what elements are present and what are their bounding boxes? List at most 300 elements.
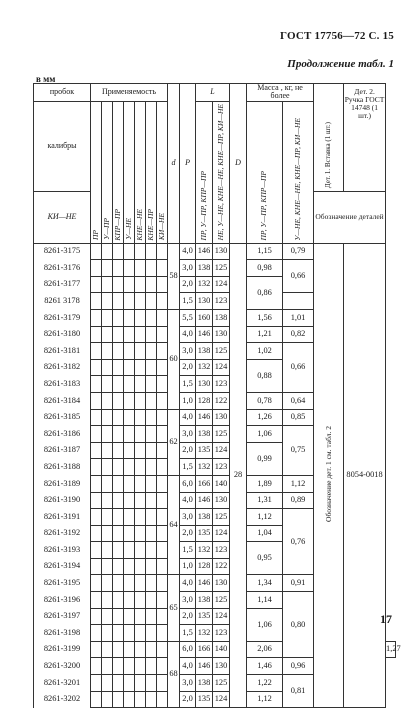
applicability-mark	[135, 675, 146, 692]
applicability-mark	[157, 343, 168, 360]
mass1-value: 1,15	[247, 243, 283, 260]
col-designation: Обозначение деталей	[314, 191, 386, 243]
L2-value: 130	[213, 658, 230, 675]
applicability-mark	[113, 592, 124, 609]
applicability-mark	[113, 475, 124, 492]
applicability-mark	[157, 276, 168, 293]
applicability-mark	[124, 359, 135, 376]
applicability-mark	[91, 475, 102, 492]
applicability-mark	[91, 592, 102, 609]
applicability-mark	[124, 260, 135, 277]
applicability-mark	[113, 276, 124, 293]
applicability-mark	[157, 243, 168, 260]
col-det2: Дет. 2. Ручка ГОСТ 14748 (1 шт.)	[344, 84, 386, 192]
applicability-mark	[124, 575, 135, 592]
L2-value: 124	[213, 359, 230, 376]
det2-designation: 8054-0018	[344, 243, 386, 708]
L2-value: 130	[213, 243, 230, 260]
applicability-mark	[113, 293, 124, 310]
calibre-code: 8261-3187	[34, 442, 91, 459]
D-value: 28	[230, 243, 247, 708]
L1-value: 138	[196, 260, 213, 277]
applicability-mark	[91, 376, 102, 393]
mass2-value: 0,64	[283, 392, 314, 409]
applicability-mark	[91, 359, 102, 376]
applicability-mark	[91, 409, 102, 426]
P-value: 4,0	[180, 575, 196, 592]
applicability-mark	[146, 243, 157, 260]
mass1-value: 0,95	[247, 542, 283, 575]
L2-value: 124	[213, 276, 230, 293]
applicability-mark	[102, 459, 113, 476]
applicability-mark	[157, 426, 168, 443]
calibre-code: 8261-3193	[34, 542, 91, 559]
applicability-mark	[91, 309, 102, 326]
applicability-mark	[113, 525, 124, 542]
P-value: 2,0	[180, 525, 196, 542]
mass1-value: 1,21	[247, 326, 283, 343]
P-value: 4,0	[180, 658, 196, 675]
calibre-code: 8261-3175	[34, 243, 91, 260]
mass2-value: 0,81	[283, 675, 314, 708]
P-value: 1,5	[180, 459, 196, 476]
applicability-mark	[135, 641, 146, 658]
applicability-mark	[113, 509, 124, 526]
applicability-mark	[157, 542, 168, 559]
calibre-code: 8261-3186	[34, 426, 91, 443]
mass1-value: 0,88	[247, 359, 283, 392]
L1-value: 130	[196, 376, 213, 393]
applicability-mark	[91, 509, 102, 526]
P-value: 4,0	[180, 409, 196, 426]
col-app-kne-ne: КНЕ—НЕ	[135, 101, 146, 243]
P-value: 1,0	[180, 558, 196, 575]
mass1-value: 1,46	[247, 658, 283, 675]
L2-value: 130	[213, 326, 230, 343]
mass2-value: 1,12	[283, 475, 314, 492]
mass2-value: 1,27	[386, 641, 396, 658]
applicability-mark	[102, 675, 113, 692]
L2-value: 125	[213, 343, 230, 360]
calibre-code: 8261-3183	[34, 376, 91, 393]
L1-value: 132	[196, 459, 213, 476]
col-L: L	[196, 84, 230, 102]
applicability-mark	[146, 691, 157, 708]
applicability-mark	[91, 243, 102, 260]
applicability-mark	[124, 459, 135, 476]
L1-value: 146	[196, 575, 213, 592]
applicability-mark	[157, 442, 168, 459]
mass1-value: 1,02	[247, 343, 283, 360]
col-det1: Дет. 1. Вставка (1 шт.)	[314, 84, 344, 192]
L2-value: 130	[213, 492, 230, 509]
calibre-code: 8261-3176	[34, 260, 91, 277]
mass2-value: 1,01	[283, 309, 314, 326]
applicability-mark	[157, 592, 168, 609]
P-value: 1,0	[180, 392, 196, 409]
L1-value: 132	[196, 625, 213, 642]
col-app-u-pr: У—ПР	[102, 101, 113, 243]
L2-value: 124	[213, 442, 230, 459]
applicability-mark	[124, 509, 135, 526]
calibre-code: 8261-3179	[34, 309, 91, 326]
col-kalibry: калибры	[34, 101, 91, 191]
applicability-mark	[146, 309, 157, 326]
L1-value: 138	[196, 343, 213, 360]
col-L-sub1: ПР, У—ПР, КПР—ПР	[196, 101, 213, 243]
applicability-mark	[102, 243, 113, 260]
applicability-mark	[113, 658, 124, 675]
applicability-mark	[91, 392, 102, 409]
P-value: 1,5	[180, 542, 196, 559]
col-mass-sub1: ПР, У—ПР, КПР—ПР	[247, 101, 283, 243]
L2-value: 123	[213, 459, 230, 476]
applicability-mark	[157, 392, 168, 409]
det1-designation	[314, 243, 344, 708]
applicability-mark	[146, 542, 157, 559]
L1-value: 132	[196, 542, 213, 559]
applicability-mark	[146, 658, 157, 675]
applicability-mark	[157, 376, 168, 393]
L1-value: 135	[196, 608, 213, 625]
d-value: 64	[168, 475, 180, 575]
applicability-mark	[124, 592, 135, 609]
P-value: 3,0	[180, 426, 196, 443]
applicability-mark	[157, 509, 168, 526]
mass2-value: 0,76	[283, 509, 314, 575]
calibre-code: 8261-3191	[34, 509, 91, 526]
applicability-mark	[102, 409, 113, 426]
calibre-code: 8261-3192	[34, 525, 91, 542]
applicability-mark	[146, 459, 157, 476]
applicability-mark	[91, 326, 102, 343]
calibre-code: 8261-3198	[34, 625, 91, 642]
col-ki-ne: КИ—НЕ	[34, 191, 91, 243]
applicability-mark	[102, 608, 113, 625]
mass1-value: 0,86	[247, 276, 283, 309]
applicability-mark	[113, 243, 124, 260]
applicability-mark	[102, 691, 113, 708]
L1-value: 146	[196, 492, 213, 509]
applicability-mark	[157, 309, 168, 326]
applicability-mark	[135, 293, 146, 310]
col-mass-sub2: У—НЕ, КНЕ—НЕ, КНЕ—ПР, КИ—НЕ	[283, 101, 314, 243]
calibre-table	[33, 83, 401, 708]
applicability-mark	[146, 608, 157, 625]
P-value: 6,0	[180, 475, 196, 492]
applicability-mark	[146, 343, 157, 360]
P-value: 1,5	[180, 625, 196, 642]
applicability-mark	[91, 459, 102, 476]
applicability-mark	[113, 675, 124, 692]
d-value: 62	[168, 409, 180, 475]
calibre-code: 8261-3202	[34, 691, 91, 708]
L2-value: 125	[213, 509, 230, 526]
L1-value: 138	[196, 592, 213, 609]
P-value: 1,5	[180, 376, 196, 393]
L1-value: 138	[196, 509, 213, 526]
applicability-mark	[113, 392, 124, 409]
L2-value: 125	[213, 592, 230, 609]
L1-value: 166	[196, 475, 213, 492]
applicability-mark	[135, 608, 146, 625]
applicability-mark	[124, 475, 135, 492]
applicability-mark	[146, 558, 157, 575]
applicability-mark	[146, 509, 157, 526]
applicability-mark	[146, 359, 157, 376]
P-value: 6,0	[180, 641, 196, 658]
applicability-mark	[102, 575, 113, 592]
P-value: 2,0	[180, 359, 196, 376]
applicability-mark	[135, 492, 146, 509]
applicability-mark	[102, 592, 113, 609]
P-value: 2,0	[180, 608, 196, 625]
applicability-mark	[135, 592, 146, 609]
applicability-mark	[146, 392, 157, 409]
applicability-mark	[146, 592, 157, 609]
col-P: P	[180, 84, 196, 244]
applicability-mark	[91, 675, 102, 692]
applicability-mark	[124, 542, 135, 559]
L2-value: 123	[213, 542, 230, 559]
calibre-code: 8261-3200	[34, 658, 91, 675]
applicability-mark	[146, 641, 157, 658]
document-header: ГОСТ 17756—72 С. 15	[280, 30, 394, 42]
applicability-mark	[91, 625, 102, 642]
col-app-pr: ПР	[91, 101, 102, 243]
applicability-mark	[157, 575, 168, 592]
col-mass: Масса , кг, не более	[247, 84, 314, 102]
units-label: в мм	[36, 74, 56, 84]
L1-value: 138	[196, 426, 213, 443]
L2-value: 140	[213, 641, 230, 658]
col-app-kpr-pr: КПР—ПР	[113, 101, 124, 243]
mass2-value: 0,66	[283, 343, 314, 393]
mass1-value: 1,31	[247, 492, 283, 509]
applicability-mark	[102, 309, 113, 326]
L2-value: 123	[213, 376, 230, 393]
col-probok: пробок	[34, 84, 91, 102]
applicability-mark	[135, 392, 146, 409]
applicability-mark	[135, 409, 146, 426]
table-continuation-label: Продолжение табл. 1	[287, 58, 394, 70]
L1-value: 128	[196, 392, 213, 409]
mass1-value: 1,26	[247, 409, 283, 426]
applicability-mark	[113, 691, 124, 708]
L1-value: 160	[196, 309, 213, 326]
applicability-mark	[135, 426, 146, 443]
P-value: 2,0	[180, 442, 196, 459]
applicability-mark	[157, 641, 168, 658]
L2-value: 122	[213, 558, 230, 575]
applicability-mark	[102, 359, 113, 376]
applicability-mark	[146, 442, 157, 459]
mass1-value: 1,56	[247, 309, 283, 326]
d-value: 68	[168, 641, 180, 707]
applicability-mark	[135, 575, 146, 592]
P-value: 4,0	[180, 492, 196, 509]
applicability-mark	[135, 359, 146, 376]
col-D: D	[230, 84, 247, 244]
calibre-code: 8261-3177	[34, 276, 91, 293]
calibre-code: 8261-3196	[34, 592, 91, 609]
col-applicability: Применяемость	[91, 84, 168, 102]
applicability-mark	[157, 608, 168, 625]
applicability-mark	[135, 525, 146, 542]
applicability-mark	[91, 343, 102, 360]
applicability-mark	[157, 409, 168, 426]
applicability-mark	[102, 276, 113, 293]
applicability-mark	[91, 575, 102, 592]
L1-value: 135	[196, 691, 213, 708]
mass2-value: 0,80	[283, 592, 314, 658]
applicability-mark	[102, 558, 113, 575]
d-value: 58	[168, 243, 180, 309]
applicability-mark	[91, 260, 102, 277]
mass1-value: 1,04	[247, 525, 283, 542]
mass1-value: 1,14	[247, 592, 283, 609]
applicability-mark	[157, 475, 168, 492]
P-value: 3,0	[180, 260, 196, 277]
P-value: 3,0	[180, 509, 196, 526]
applicability-mark	[102, 260, 113, 277]
applicability-mark	[157, 359, 168, 376]
applicability-mark	[102, 625, 113, 642]
calibre-code: 8261-3189	[34, 475, 91, 492]
calibre-code: 8261-3182	[34, 359, 91, 376]
applicability-mark	[113, 260, 124, 277]
applicability-mark	[113, 608, 124, 625]
calibre-code: 8261 3178	[34, 293, 91, 310]
applicability-mark	[157, 260, 168, 277]
mass2-value: 0,89	[283, 492, 314, 509]
L1-value: 135	[196, 525, 213, 542]
applicability-mark	[135, 691, 146, 708]
applicability-mark	[146, 260, 157, 277]
applicability-mark	[102, 509, 113, 526]
applicability-mark	[91, 658, 102, 675]
applicability-mark	[113, 309, 124, 326]
applicability-mark	[146, 625, 157, 642]
mass1-value: 1,06	[247, 608, 283, 641]
applicability-mark	[102, 525, 113, 542]
applicability-mark	[124, 392, 135, 409]
applicability-mark	[113, 492, 124, 509]
applicability-mark	[157, 558, 168, 575]
calibre-code: 8261-3195	[34, 575, 91, 592]
page-number: 17	[380, 612, 392, 626]
mass1-value: 0,78	[247, 392, 283, 409]
applicability-mark	[91, 525, 102, 542]
applicability-mark	[102, 293, 113, 310]
applicability-mark	[102, 475, 113, 492]
applicability-mark	[91, 558, 102, 575]
applicability-mark	[113, 409, 124, 426]
applicability-mark	[124, 309, 135, 326]
applicability-mark	[113, 575, 124, 592]
col-app-ki-ne: КИ—НЕ	[157, 101, 168, 243]
applicability-mark	[124, 326, 135, 343]
col-L-sub2: НЕ, У—НЕ, КНЕ—НЕ, КНЕ—ПР, КИ—НЕ	[213, 101, 230, 243]
applicability-mark	[146, 426, 157, 443]
applicability-mark	[124, 525, 135, 542]
L1-value: 146	[196, 326, 213, 343]
P-value: 3,0	[180, 343, 196, 360]
L1-value: 146	[196, 409, 213, 426]
mass1-value: 1,34	[247, 575, 283, 592]
mass1-value: 1,89	[247, 475, 283, 492]
applicability-mark	[124, 376, 135, 393]
L1-value: 146	[196, 658, 213, 675]
col-app-u-ne: У—НЕ	[124, 101, 135, 243]
applicability-mark	[91, 492, 102, 509]
P-value: 3,0	[180, 675, 196, 692]
calibre-code: 8261-3185	[34, 409, 91, 426]
L1-value: 128	[196, 558, 213, 575]
applicability-mark	[146, 326, 157, 343]
applicability-mark	[124, 426, 135, 443]
P-value: 1,5	[180, 293, 196, 310]
applicability-mark	[113, 625, 124, 642]
applicability-mark	[135, 309, 146, 326]
applicability-mark	[157, 326, 168, 343]
mass1-value: 2,06	[247, 641, 283, 658]
applicability-mark	[113, 343, 124, 360]
applicability-mark	[124, 276, 135, 293]
mass1-value: 1,12	[247, 509, 283, 526]
L2-value: 125	[213, 675, 230, 692]
applicability-mark	[91, 641, 102, 658]
applicability-mark	[102, 492, 113, 509]
calibre-code: 8261-3180	[34, 326, 91, 343]
L1-value: 146	[196, 243, 213, 260]
applicability-mark	[157, 459, 168, 476]
applicability-mark	[146, 376, 157, 393]
applicability-mark	[157, 492, 168, 509]
applicability-mark	[91, 442, 102, 459]
calibre-code: 8261-3197	[34, 608, 91, 625]
applicability-mark	[135, 376, 146, 393]
applicability-mark	[135, 442, 146, 459]
P-value: 4,0	[180, 326, 196, 343]
calibre-code: 8261-3181	[34, 343, 91, 360]
applicability-mark	[124, 442, 135, 459]
mass2-value: 0,91	[283, 575, 314, 592]
applicability-mark	[135, 658, 146, 675]
applicability-mark	[102, 426, 113, 443]
applicability-mark	[124, 691, 135, 708]
applicability-mark	[113, 459, 124, 476]
applicability-mark	[91, 276, 102, 293]
applicability-mark	[113, 359, 124, 376]
L2-value: 125	[213, 426, 230, 443]
applicability-mark	[102, 542, 113, 559]
applicability-mark	[124, 675, 135, 692]
L2-value: 124	[213, 608, 230, 625]
applicability-mark	[124, 625, 135, 642]
applicability-mark	[135, 625, 146, 642]
L2-value: 124	[213, 525, 230, 542]
L1-value: 135	[196, 442, 213, 459]
calibre-code: 8261-3201	[34, 675, 91, 692]
applicability-mark	[124, 492, 135, 509]
L2-value: 123	[213, 293, 230, 310]
L1-value: 132	[196, 276, 213, 293]
L2-value: 125	[213, 260, 230, 277]
applicability-mark	[146, 492, 157, 509]
applicability-mark	[91, 293, 102, 310]
L2-value: 123	[213, 625, 230, 642]
